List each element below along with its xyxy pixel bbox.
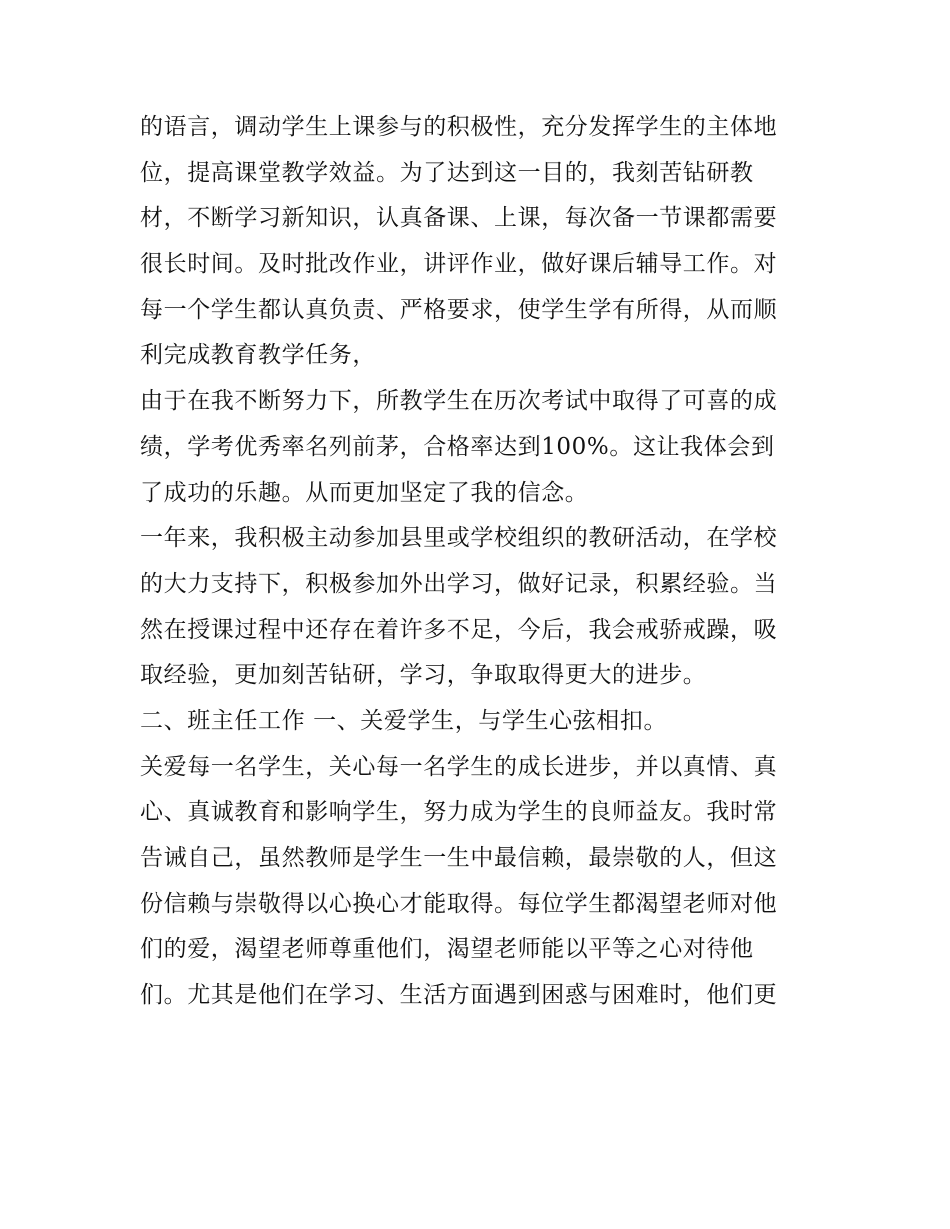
- text-line: 利完成教育教学任务，: [140, 342, 376, 369]
- text-line: 位，提高课堂教学效益。为了达到这一目的，我刻苦钻研教: [140, 159, 754, 186]
- text-line: 很长时间。及时批改作业，讲评作业，做好课后辅导工作。对: [140, 251, 778, 278]
- body-text: [140, 105, 820, 1019]
- text-line: 一年来，我积极主动参加县里或学校组织的教研活动，在学校: [140, 525, 778, 552]
- text-line: 绩，学考优秀率名列前茅，合格率达到100%。这让我体会到: [140, 433, 775, 460]
- text-line: 每一个学生都认真负责、严格要求，使学生学有所得，从而顺: [140, 296, 778, 323]
- text-line: 了成功的乐趣。从而更加坚定了我的信念。: [140, 479, 589, 506]
- text-line: 们的爱，渴望老师尊重他们，渴望老师能以平等之心对待他: [140, 936, 754, 963]
- text-line: 然在授课过程中还存在着许多不足，今后，我会戒骄戒躁，吸: [140, 616, 778, 643]
- text-line: 心、真诚教育和影响学生，努力成为学生的良师益友。我时常: [140, 799, 778, 826]
- text-line: 材，不断学习新知识，认真备课、上课，每次备一节课都需要: [140, 205, 778, 232]
- text-line: 告诫自己，虽然教师是学生一生中最信赖，最崇敬的人，但这: [140, 845, 778, 871]
- text-line: 份信赖与崇敬得以心换心才能取得。每位学生都渴望老师对他: [140, 890, 778, 917]
- section-heading-line: 二、班主任工作 一、关爱学生，与学生心弦相扣。: [140, 707, 668, 734]
- text-line: 们。尤其是他们在学习、生活方面遇到困惑与困难时，他们更: [140, 982, 778, 1009]
- text-line: 的语言，调动学生上课参与的积极性，充分发挥学生的主体地: [140, 114, 778, 140]
- text-line: 由于在我不断努力下，所教学生在历次考试中取得了可喜的成: [140, 388, 778, 415]
- text-line: 的大力支持下，积极参加外出学习，做好记录，积累经验。当: [140, 570, 778, 597]
- text-line: 取经验，更加刻苦钻研，学习，争取取得更大的进步。: [140, 662, 707, 689]
- text-line: 关爱每一名学生，关心每一名学生的成长进步，并以真情、真: [140, 753, 778, 780]
